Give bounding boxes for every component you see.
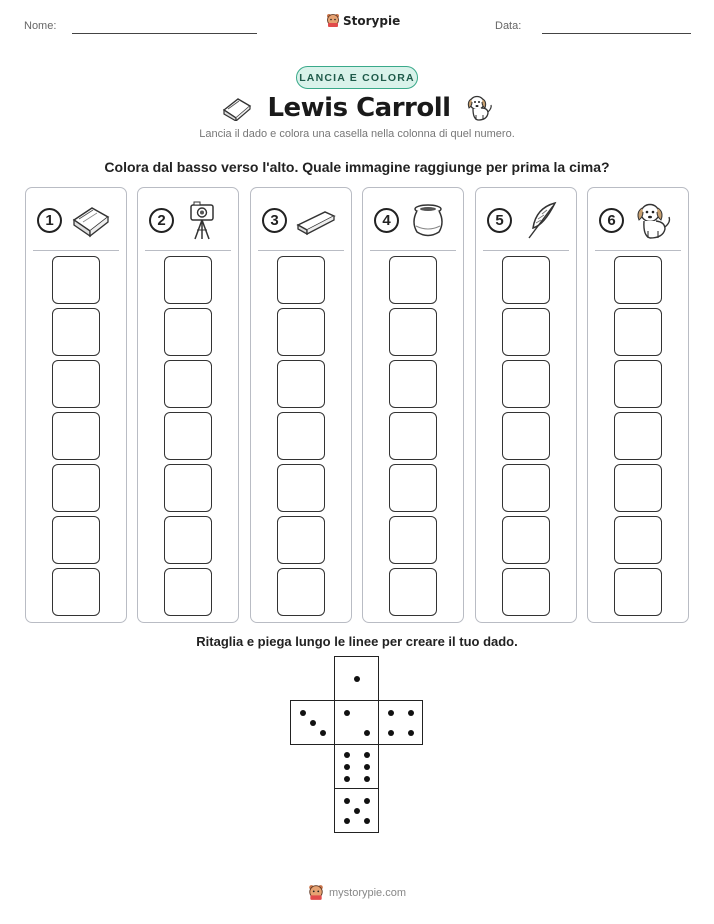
cut-instruction: Ritaglia e piega lungo le linee per creare il tuo dado. — [196, 634, 518, 649]
color-box[interactable] — [277, 308, 325, 356]
color-box[interactable] — [52, 412, 100, 460]
color-box[interactable] — [277, 256, 325, 304]
brand-name: Storypie — [343, 13, 401, 28]
die-face-1 — [334, 656, 379, 701]
column-4 — [362, 187, 464, 623]
book-icon — [70, 200, 112, 242]
name-label: Nome: — [24, 20, 57, 32]
color-box[interactable] — [164, 256, 212, 304]
title-row — [0, 90, 714, 126]
column-divider — [258, 250, 344, 251]
color-box[interactable] — [52, 568, 100, 616]
color-box[interactable] — [277, 412, 325, 460]
color-box[interactable] — [502, 568, 550, 616]
color-box[interactable] — [277, 568, 325, 616]
column-number: 4 — [374, 208, 399, 233]
die-pip — [408, 710, 414, 716]
color-box[interactable] — [389, 308, 437, 356]
color-box[interactable] — [164, 516, 212, 564]
column-2 — [137, 187, 239, 623]
column-header — [476, 200, 576, 240]
color-box[interactable] — [502, 412, 550, 460]
pie-mascot-icon — [308, 884, 324, 901]
die-pip — [354, 808, 360, 814]
color-box[interactable] — [389, 516, 437, 564]
column-1 — [25, 187, 127, 623]
die-pip — [310, 720, 316, 726]
date-line — [542, 33, 691, 34]
date-label: Data: — [495, 20, 522, 32]
die-pip — [388, 710, 394, 716]
activity-badge: LANCIA E COLORA — [296, 66, 418, 89]
color-box[interactable] — [389, 360, 437, 408]
die-pip — [364, 752, 370, 758]
column-divider — [145, 250, 231, 251]
die-face-5 — [334, 788, 379, 833]
coloring-instruction: Colora dal basso verso l'alto. Quale immagine raggiunge per prima la cima? — [104, 159, 610, 175]
column-header — [26, 200, 126, 240]
worksheet-header — [0, 0, 714, 50]
color-box[interactable] — [389, 412, 437, 460]
camera-on-tripod-icon — [182, 200, 224, 242]
color-box[interactable] — [164, 412, 212, 460]
page-title: Lewis Carroll — [267, 93, 451, 123]
column-divider — [370, 250, 456, 251]
column-divider — [33, 250, 119, 251]
color-box[interactable] — [614, 516, 662, 564]
die-pip — [364, 818, 370, 824]
color-box[interactable] — [614, 360, 662, 408]
die-pip — [364, 764, 370, 770]
color-box[interactable] — [277, 360, 325, 408]
column-number: 5 — [487, 208, 512, 233]
column-number: 1 — [37, 208, 62, 233]
subtitle: Lancia il dado e colora una casella nella colonna di quel numero. — [199, 128, 515, 140]
color-box[interactable] — [614, 412, 662, 460]
column-6 — [587, 187, 689, 623]
color-box[interactable] — [164, 360, 212, 408]
color-box[interactable] — [52, 516, 100, 564]
pie-mascot-icon — [326, 13, 340, 28]
puppy-dog-icon — [465, 93, 493, 123]
color-box[interactable] — [277, 516, 325, 564]
column-3 — [250, 187, 352, 623]
die-face-6 — [334, 744, 379, 789]
color-box[interactable] — [164, 464, 212, 512]
footer-url: mystorypie.com — [328, 886, 407, 899]
color-box[interactable] — [277, 464, 325, 512]
column-divider — [483, 250, 569, 251]
column-header — [363, 200, 463, 240]
die-pip — [388, 730, 394, 736]
color-box[interactable] — [52, 308, 100, 356]
color-box[interactable] — [502, 256, 550, 304]
die-pip — [408, 730, 414, 736]
die-pip — [300, 710, 306, 716]
die-pip — [354, 676, 360, 682]
puppy-dog-icon — [632, 200, 674, 242]
inkpot-icon — [407, 200, 449, 242]
die-face-3 — [290, 700, 335, 745]
column-number: 3 — [262, 208, 287, 233]
column-number: 6 — [599, 208, 624, 233]
column-header — [588, 200, 688, 240]
color-box[interactable] — [164, 568, 212, 616]
color-box[interactable] — [614, 308, 662, 356]
die-pip — [344, 710, 350, 716]
column-header — [251, 200, 351, 240]
column-header — [138, 200, 238, 240]
die-pip — [364, 730, 370, 736]
die-face-4 — [378, 700, 423, 745]
color-box[interactable] — [389, 464, 437, 512]
color-box[interactable] — [389, 568, 437, 616]
brand-logo — [326, 13, 400, 28]
color-box[interactable] — [52, 256, 100, 304]
die-pip — [344, 818, 350, 824]
die-pip — [364, 798, 370, 804]
color-box[interactable] — [614, 464, 662, 512]
book-icon — [221, 95, 253, 121]
color-box[interactable] — [614, 568, 662, 616]
column-divider — [595, 250, 681, 251]
column-5 — [475, 187, 577, 623]
quill-feather-icon — [520, 200, 562, 242]
column-number: 2 — [149, 208, 174, 233]
color-box[interactable] — [502, 516, 550, 564]
color-box[interactable] — [502, 360, 550, 408]
die-face-2 — [334, 700, 379, 745]
color-box[interactable] — [502, 308, 550, 356]
die-pip — [320, 730, 326, 736]
color-box[interactable] — [164, 308, 212, 356]
color-box[interactable] — [52, 464, 100, 512]
color-box[interactable] — [614, 256, 662, 304]
color-box[interactable] — [502, 464, 550, 512]
color-box[interactable] — [52, 360, 100, 408]
die-pip — [344, 798, 350, 804]
die-pip — [344, 752, 350, 758]
eraser-icon — [295, 200, 337, 242]
die-pip — [344, 764, 350, 770]
name-line — [72, 33, 257, 34]
die-pip — [344, 776, 350, 782]
page-footer — [0, 884, 714, 901]
color-box[interactable] — [389, 256, 437, 304]
dice-race-columns — [25, 187, 689, 623]
die-pip — [364, 776, 370, 782]
